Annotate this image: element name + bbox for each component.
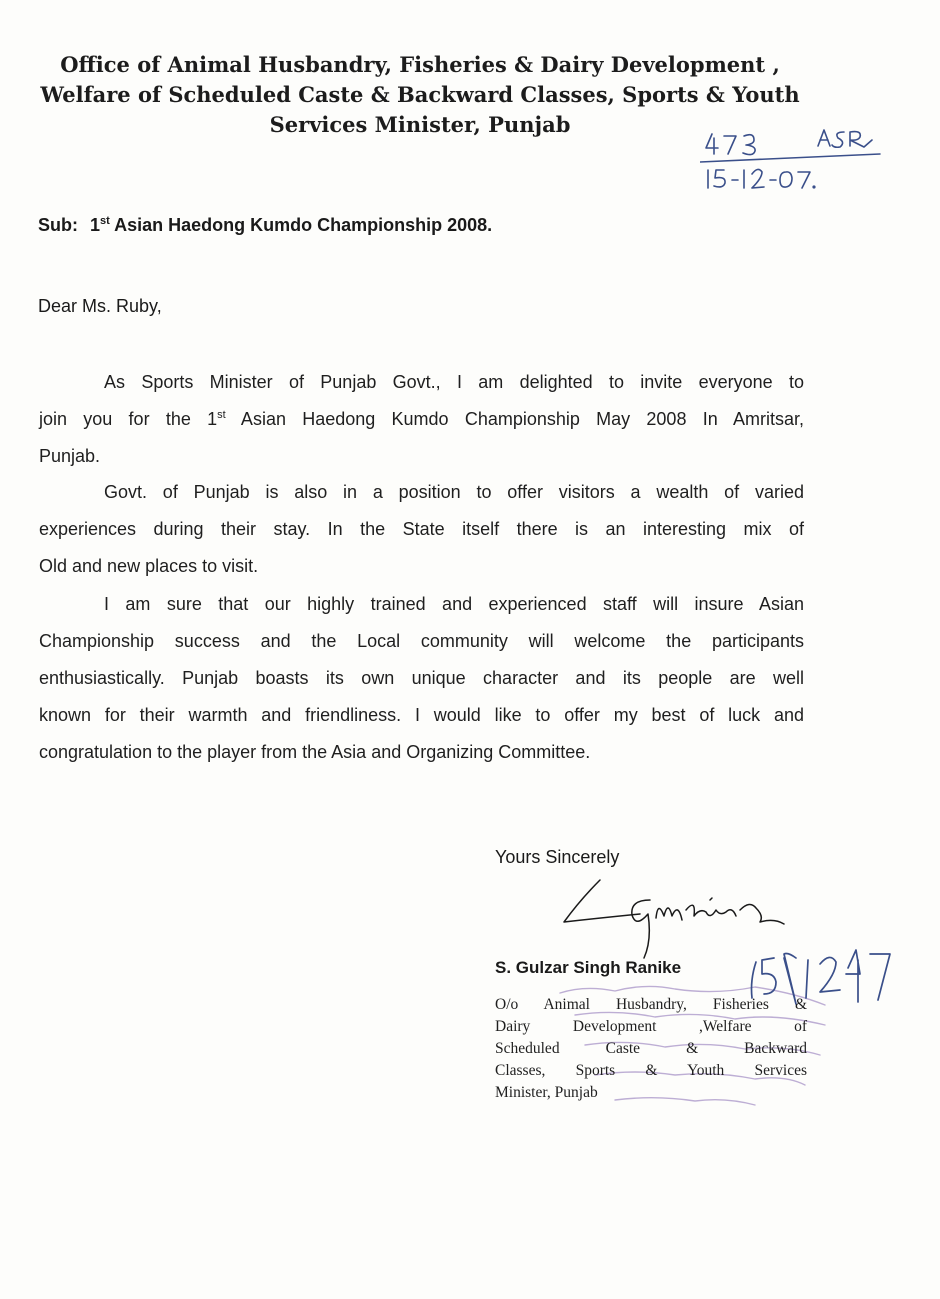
closing: Yours Sincerely [495, 847, 620, 867]
signer-name: S. Gulzar Singh Ranike [495, 958, 682, 977]
subject-superscript: st [100, 215, 110, 227]
paragraph-3-line-5: congratulation to the player from the Asia and Organizing Committee. [39, 742, 591, 762]
paragraph-1-line-3: Punjab. [39, 446, 101, 466]
paragraph-3-line-1: I am sure that our highly trained and experienced staff will insure Asian [104, 594, 804, 614]
subject-text: Asian Haedong Kumdo Championship 2008. [109, 215, 493, 235]
letterhead-line-2: Welfare of Scheduled Caste & Backward Classes, Sports & Youth [40, 82, 800, 107]
letterhead-line-3: Services Minister, Punjab [269, 112, 571, 137]
signer-title [495, 994, 807, 1104]
signer-title-line-3: Scheduled Caste & Backward [495, 1040, 807, 1057]
paragraph-1-line-1: As Sports Minister of Punjab Govt., I am delighted to invite everyone to [104, 372, 804, 392]
handwritten-reference-note [700, 120, 900, 200]
signer-title-line-4: Classes, Sports & Youth Services [495, 1062, 807, 1079]
subject-prefix: 1 [90, 215, 101, 235]
paragraph-1 [39, 364, 804, 475]
paragraph-3 [39, 586, 804, 771]
salutation: Dear Ms. Ruby, [38, 296, 162, 316]
letterhead-line-1: Office of Animal Husbandry, Fisheries & Dairy Development , [60, 52, 780, 77]
paragraph-1-line-2-post: Asian Haedong Kumdo Championship May 2008 In Amritsar, [225, 409, 804, 429]
subject-line [38, 215, 492, 236]
paragraph-2-line-3: Old and new places to visit. [39, 556, 259, 576]
subject-label: Sub: [38, 215, 78, 235]
paragraph-1-line-2-sup: st [217, 409, 226, 421]
paragraph-2 [39, 474, 804, 585]
paragraph-3-line-3: enthusiastically. Punjab boasts its own unique character and its people are well [39, 668, 804, 688]
paragraph-3-line-4: known for their warmth and friendliness. I would like to offer my best of luck and [39, 705, 804, 725]
paragraph-1-line-2 [39, 401, 804, 438]
paragraph-1-line-2-pre: join you for the 1 [39, 409, 218, 429]
paragraph-3-line-2: Championship success and the Local community will welcome the participants [39, 631, 804, 651]
paragraph-2-line-1: Govt. of Punjab is also in a position to offer visitors a wealth of varied [104, 482, 804, 502]
signer-title-line-5: Minister, Punjab [495, 1084, 598, 1101]
paragraph-2-line-2: experiences during their stay. In the State itself there is an interesting mix of [39, 519, 804, 539]
signer-title-line-1: O/o Animal Husbandry, Fisheries & [495, 996, 807, 1013]
signer-title-line-2: Dairy Development ,Welfare of [495, 1018, 807, 1035]
